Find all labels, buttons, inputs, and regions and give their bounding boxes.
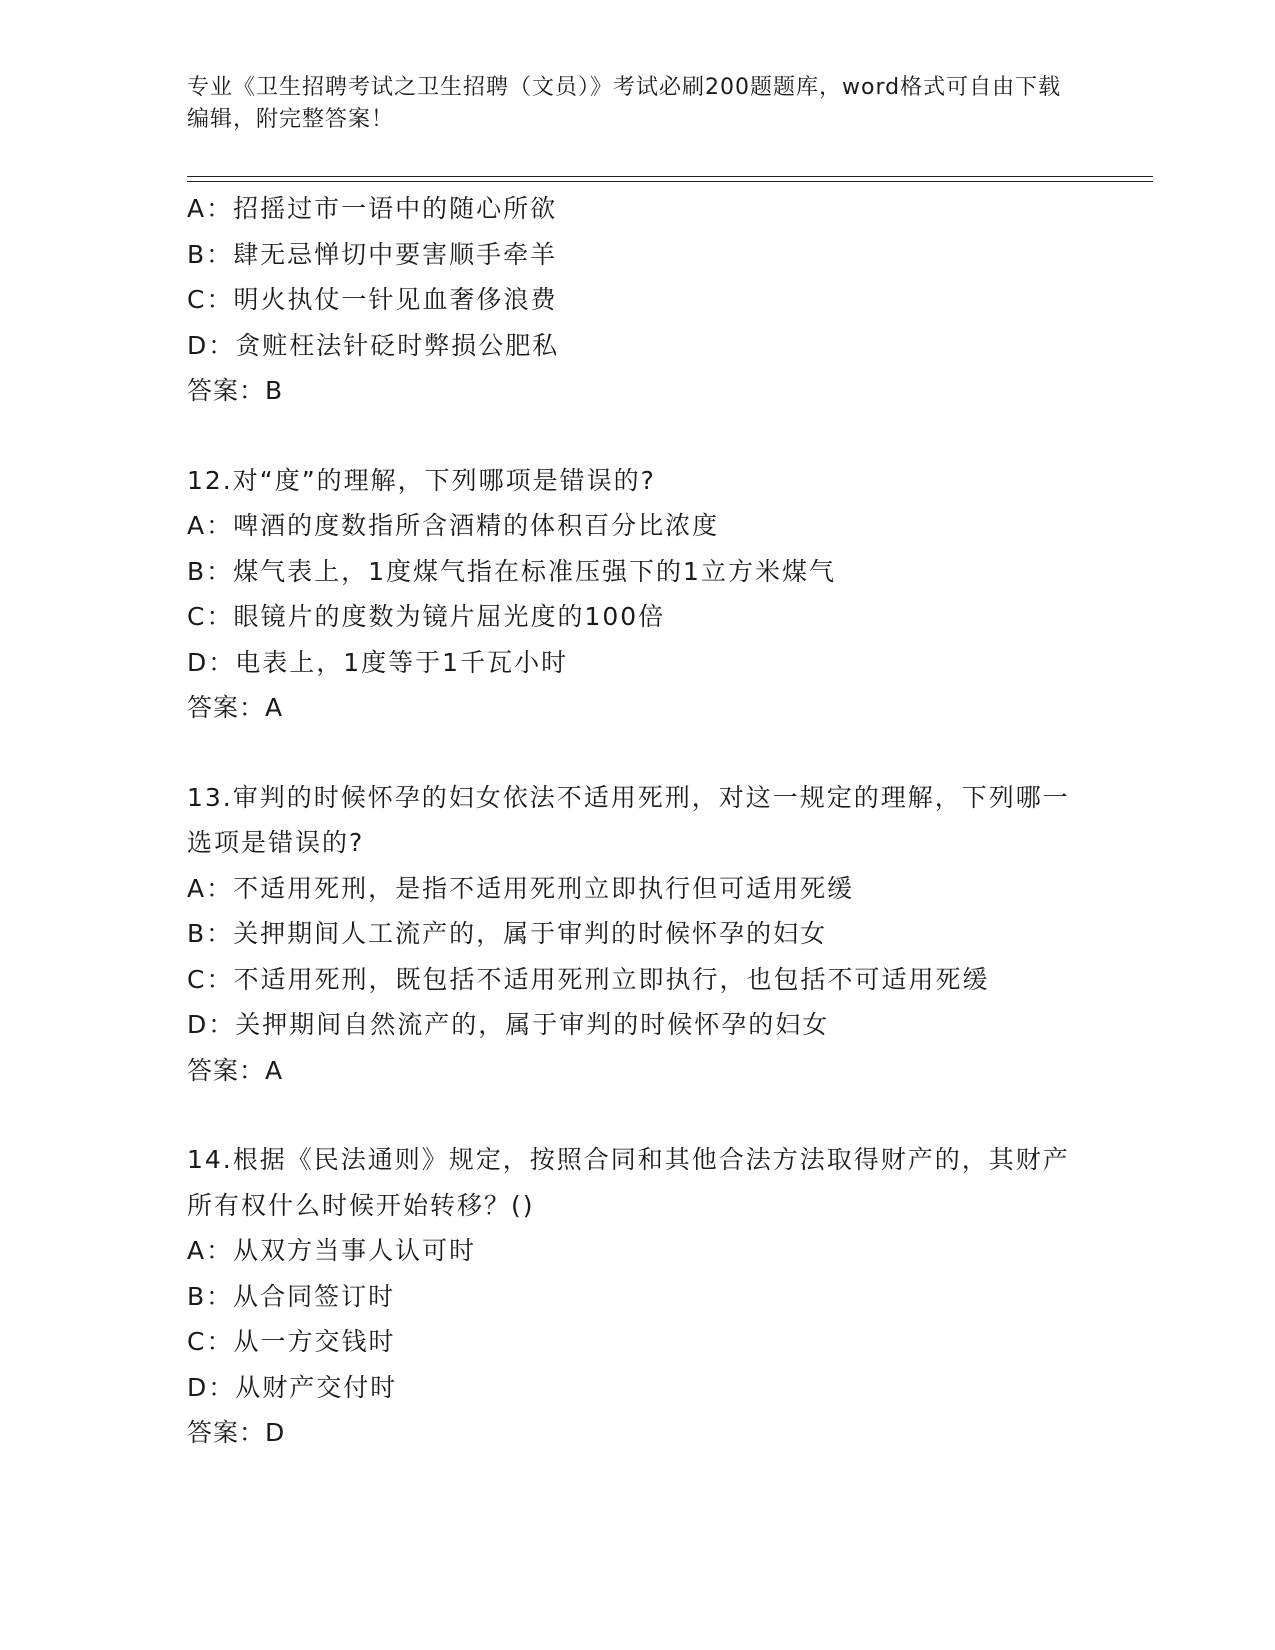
answer-line: 答案：A xyxy=(187,1055,284,1085)
answer-line: 答案：D xyxy=(187,1418,286,1447)
question-text: 13.审判的时候怀孕的妇女依法不适用死刑，对这一规定的理解，下列哪一选项是错误的? xyxy=(187,782,1070,857)
answer-line: 答案：A xyxy=(187,693,284,722)
option-c: C：眼镜片的度数为镜片屈光度的100倍 xyxy=(187,602,666,631)
option-b: B：关押期间人工流产的，属于审判的时候怀孕的妇女 xyxy=(187,919,828,948)
option-a: A：从双方当事人认可时 xyxy=(187,1236,477,1265)
header-rule-top xyxy=(187,176,1153,177)
question-text: 14.根据《民法通则》规定，按照合同和其他合法方法取得财产的，其财产所有权什么时候开始转移？() xyxy=(187,1145,1070,1220)
option-d: D：关押期间自然流产的，属于审判的时候怀孕的妇女 xyxy=(187,1010,830,1039)
spacer xyxy=(187,1093,1087,1137)
spacer xyxy=(187,414,1087,458)
header-rule-bottom xyxy=(187,181,1153,182)
question-14 xyxy=(187,1137,1087,1456)
option-a: A：不适用死刑，是指不适用死刑立即执行但可适用死缓 xyxy=(187,873,855,903)
option-b: B：肆无忌惮切中要害顺手牵羊 xyxy=(187,239,558,269)
option-c: C：明火执仗一针见血奢侈浪费 xyxy=(187,285,558,314)
question-13 xyxy=(187,775,1087,1094)
option-d: D：从财产交付时 xyxy=(187,1372,398,1402)
question-text: 12.对“度”的理解，下列哪项是错误的? xyxy=(187,465,656,495)
document-header xyxy=(187,72,1077,136)
option-d: D：贪赃枉法针砭时弊损公肥私 xyxy=(187,330,560,360)
option-d: D：电表上，1度等于1千瓦小时 xyxy=(187,647,569,677)
question-list xyxy=(187,186,1087,1456)
option-b: B：煤气表上，1度煤气指在标准压强下的1立方米煤气 xyxy=(187,556,836,586)
header-text: 专业《卫生招聘考试之卫生招聘（文员）》考试必刷200题题库，word格式可自由下载编辑，附完整答案！ xyxy=(187,75,1062,132)
option-c: C：不适用死刑，既包括不适用死刑立即执行，也包括不可适用死缓 xyxy=(187,964,990,994)
question-partial xyxy=(187,186,1087,414)
spacer xyxy=(187,731,1087,775)
answer-line: 答案：B xyxy=(187,376,284,405)
option-b: B：从合同签订时 xyxy=(187,1281,396,1311)
option-a: A：招摇过市一语中的随心所欲 xyxy=(187,194,558,223)
question-12 xyxy=(187,458,1087,731)
option-c: C：从一方交钱时 xyxy=(187,1327,396,1356)
option-a: A：啤酒的度数指所含酒精的体积百分比浓度 xyxy=(187,511,720,540)
